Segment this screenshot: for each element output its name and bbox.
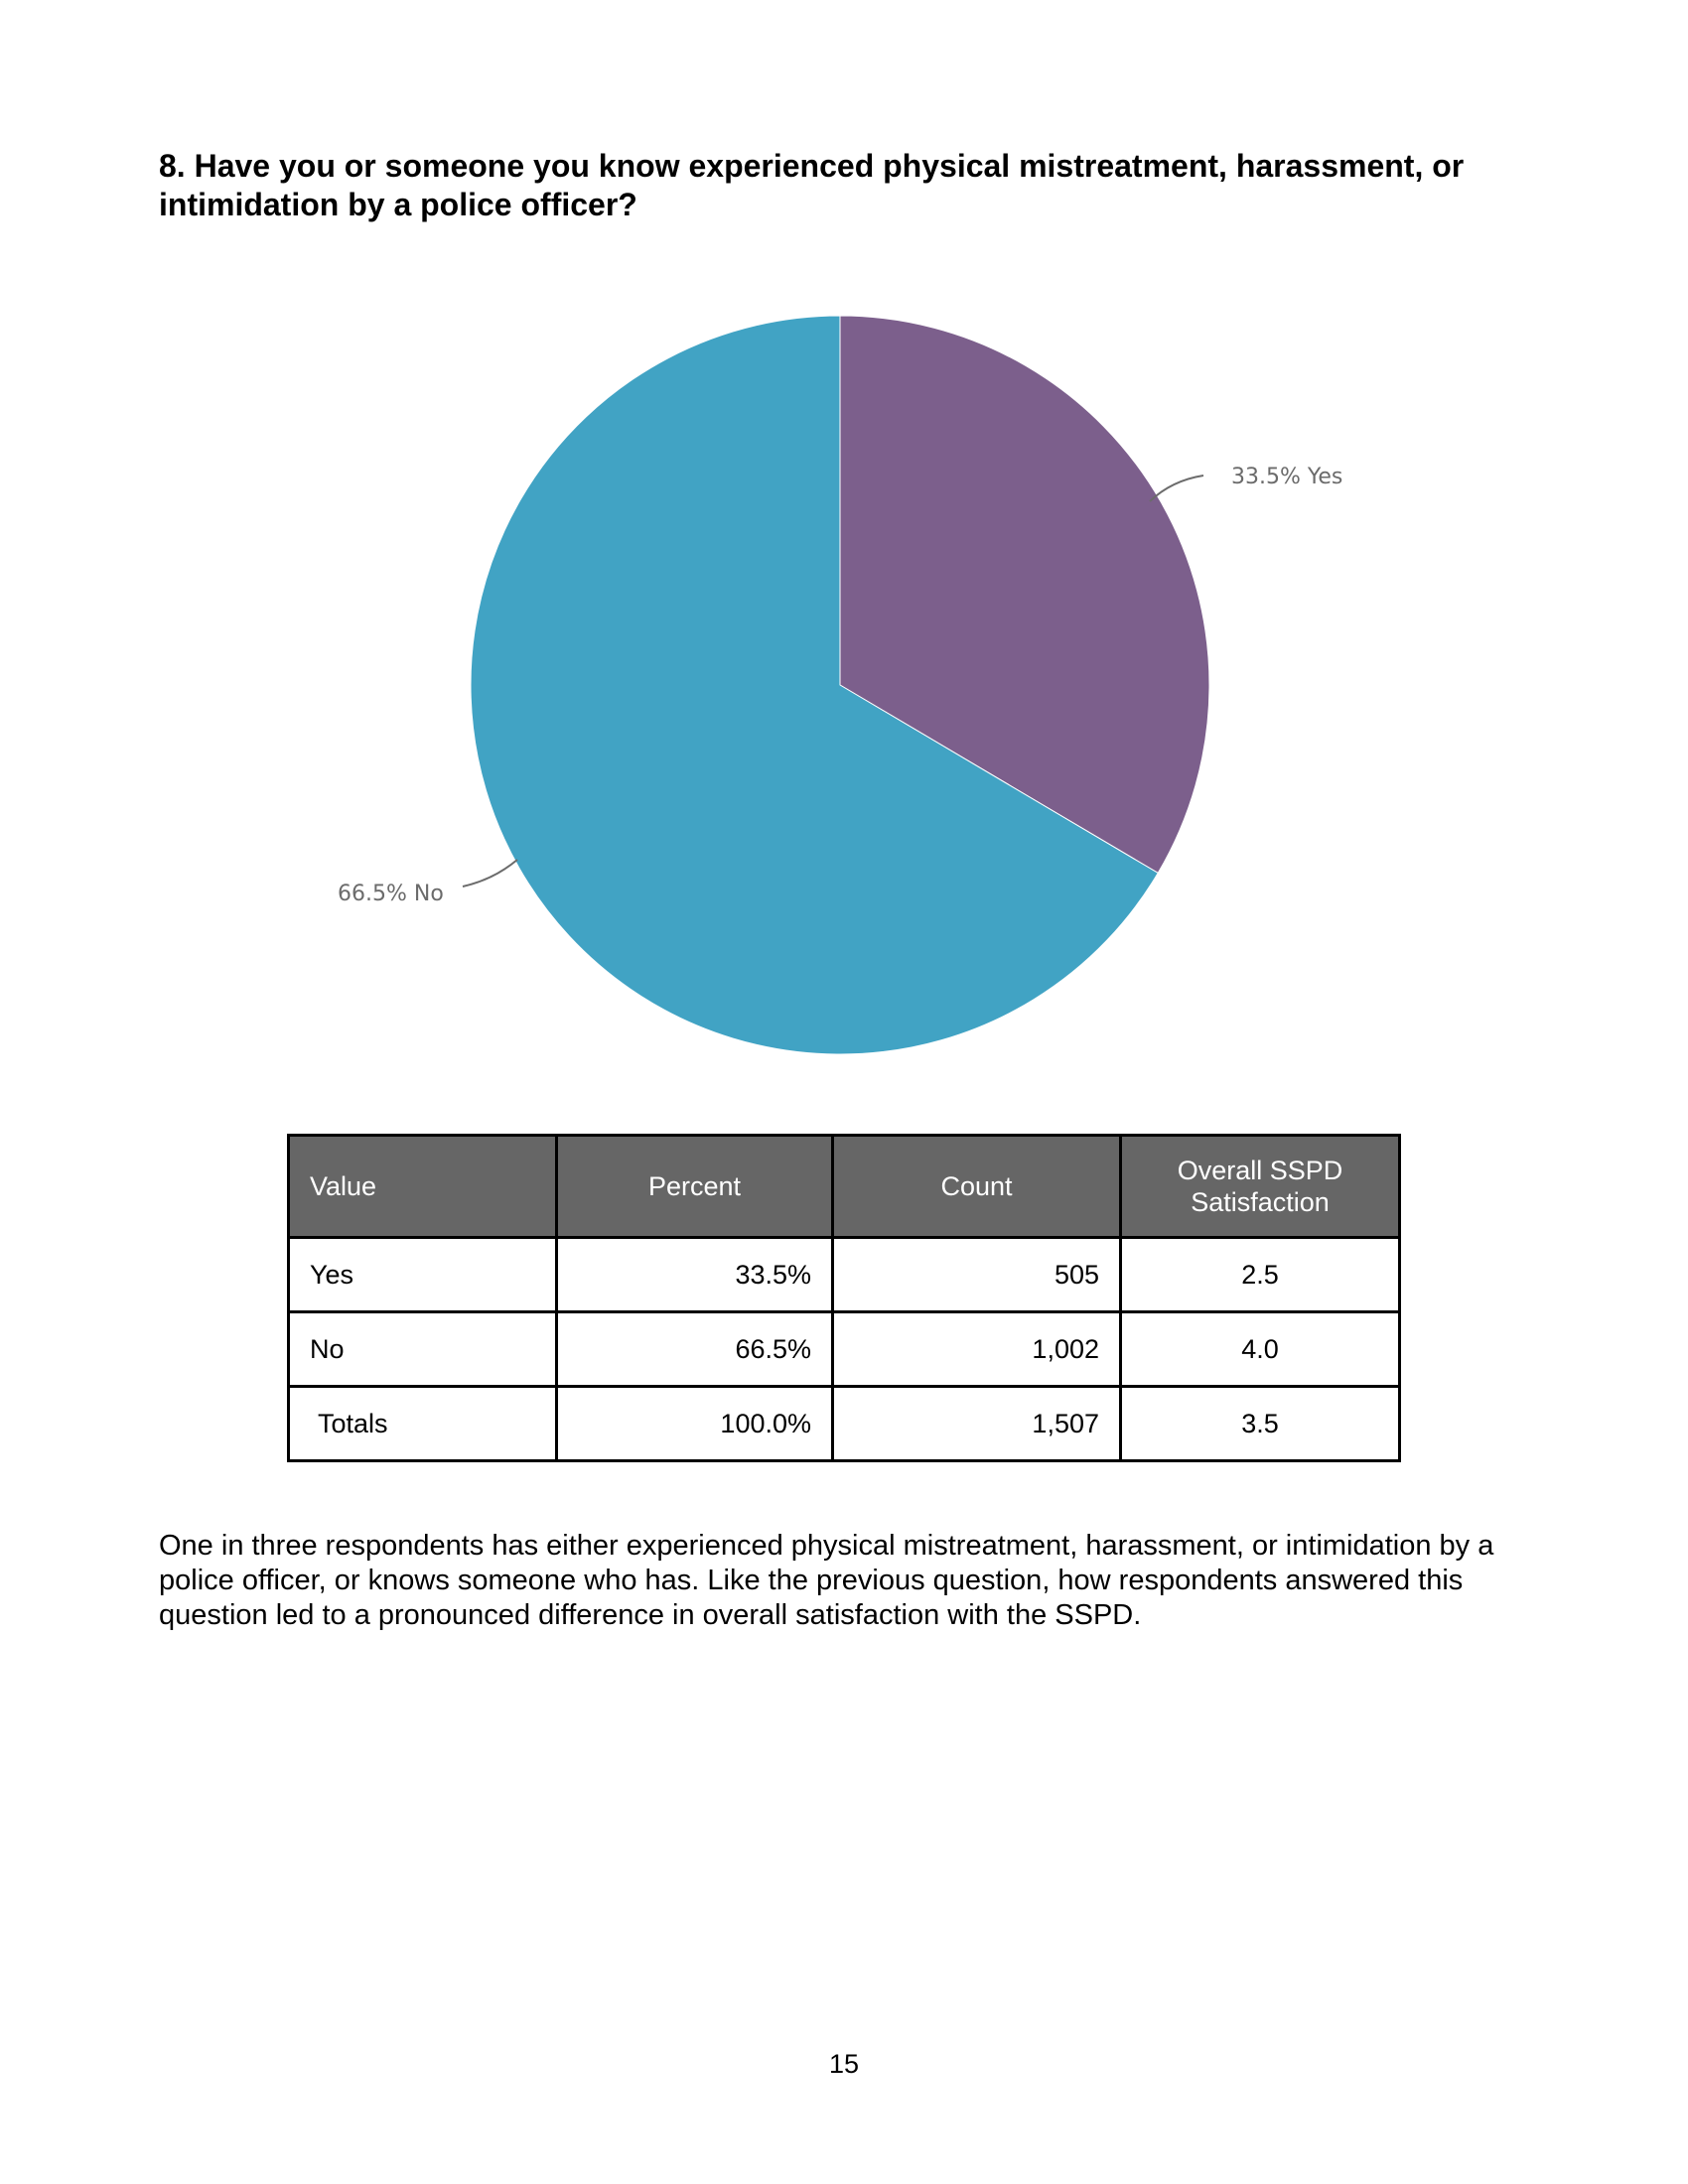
cell-count: 1,002 — [833, 1312, 1121, 1387]
slice-label-no: 66.5% No — [338, 882, 444, 906]
table-totals-row — [289, 1387, 1400, 1461]
header-satisfaction-line2: Satisfaction — [1191, 1187, 1330, 1217]
cell-percent: 100.0% — [557, 1387, 833, 1461]
cell-value: No — [289, 1312, 557, 1387]
header-satisfaction — [1121, 1136, 1400, 1238]
header-percent: Percent — [557, 1136, 833, 1238]
question-heading: 8. Have you or someone you know experienced physical mistreatment, harassment, or intimidation by a police officer? — [159, 148, 1465, 222]
table-header-row — [289, 1136, 1400, 1238]
results-table — [287, 1134, 1401, 1462]
summary-paragraph: One in three respondents has either experienced physical mistreatment, harassment, or intimidation by a police officer, or knows someone who has. Like the previous question, how respondents answered this question led to a pronounced difference in overall satisfaction with the SSPD. — [159, 1530, 1494, 1631]
cell-satisfaction: 3.5 — [1121, 1387, 1400, 1461]
cell-count: 505 — [833, 1238, 1121, 1312]
cell-satisfaction: 2.5 — [1121, 1238, 1400, 1312]
slice-label-yes: 33.5% Yes — [1231, 465, 1343, 489]
cell-percent: 33.5% — [557, 1238, 833, 1312]
cell-count: 1,507 — [833, 1387, 1121, 1461]
cell-satisfaction: 4.0 — [1121, 1312, 1400, 1387]
cell-value: Yes — [289, 1238, 557, 1312]
table-row — [289, 1312, 1400, 1387]
cell-percent: 66.5% — [557, 1312, 833, 1387]
page-number: 15 — [828, 2049, 860, 2079]
cell-value — [289, 1387, 557, 1461]
header-satisfaction-line1: Overall SSPD — [1177, 1156, 1343, 1185]
totals-label: Totals — [318, 1408, 388, 1438]
header-count: Count — [833, 1136, 1121, 1238]
table-row — [289, 1238, 1400, 1312]
leader-line-no — [463, 860, 517, 887]
header-value: Value — [289, 1136, 557, 1238]
